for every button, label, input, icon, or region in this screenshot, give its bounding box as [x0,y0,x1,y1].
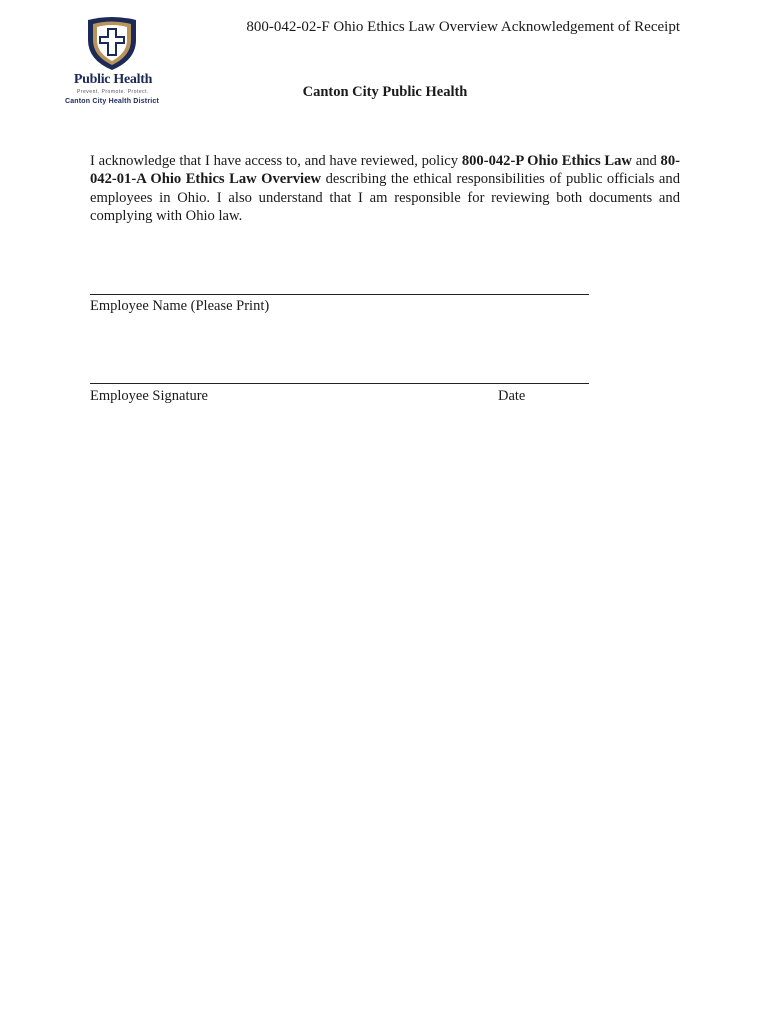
organization-title-text: Canton City Public Health [302,84,468,100]
paragraph-text-1: I acknowledge that I have access to, and have reviewed, policy [90,153,462,169]
document-id-header: 800-042-02-F Ohio Ethics Law Overview Acknowledgement of Receipt [246,19,680,35]
paragraph-text-3: describing the ethical responsibilities of public officials and employees in Ohio. I also understand that I am responsible for reviewing both documents and complying with Ohio law. [90,171,680,225]
policy-reference-1: 800-042-P Ohio Ethics Law [461,153,632,169]
logo-wordmark: Public Health [73,72,153,87]
employee-name-label: Employee Name (Please Print) [90,298,270,314]
employee-signature-line[interactable] [90,383,589,384]
acknowledgement-paragraph [90,152,680,226]
shield-icon [82,14,142,72]
paragraph-text-2: and [631,153,661,169]
policy-reference-2: 80-042-01-A Ohio Ethics Law Overview [90,153,680,188]
employee-name-line[interactable] [90,294,589,295]
logo-tagline: Prevent. Promote. Protect. [77,89,149,95]
organization-title [0,84,770,101]
date-label: Date [498,388,526,404]
logo-district-name: Canton City Health District [64,98,160,105]
employee-signature-label: Employee Signature [90,388,208,404]
